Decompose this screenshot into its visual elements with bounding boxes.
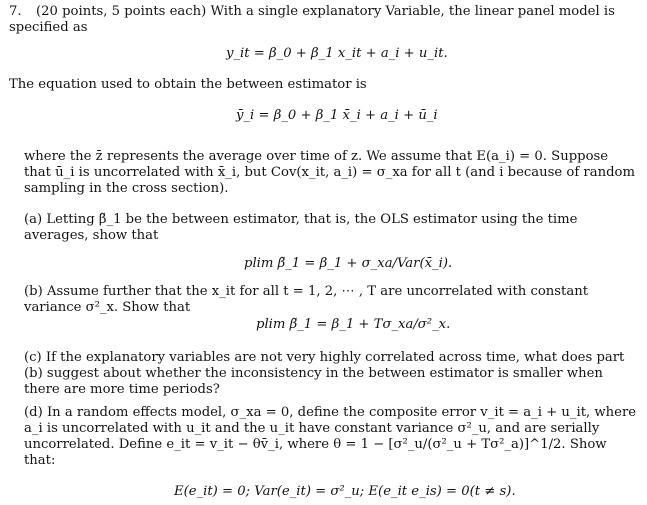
part-a [24,212,638,244]
part-a-equation: plim β̃_1 = β_1 + σ_xa/Var(x̄_i). [244,256,453,271]
problem-intro-text: (20 points, 5 points each) With a single explanatory Variable, the linear panel model is specified as [9,4,615,35]
part-d-label: (d) [24,405,43,420]
between-equation: ȳ_i = β_0 + β_1 x̄_i + a_i + ū_i [236,108,438,123]
part-d-text: In a random effects model, σ_xa = 0, define the composite error v_it = a_i + u_it, where a_i is uncorrelated with u_it and the u_it have constant variance σ²_u, and are serially uncorrelated. Define e_it = v_it − θv̄_i, where θ = 1 − [σ²_u/(σ²_u + Tσ²_a)]^1/2. Show that: [24,405,637,468]
assumptions-paragraph: where the z̄ represents the average over time of z. We assume that E(a_i) = 0. Suppose that ū_i is uncorrelated with x̄_i, but Cov(x_it, a_i) = σ_xa for all t (and i because of random sampling in the cross section). [24,149,635,196]
part-b-label: (b) [24,284,43,299]
part-c-label: (c) [24,350,42,365]
part-a-label: (a) [24,212,43,227]
part-d-equation: E(e_it) = 0; Var(e_it) = σ²_u; E(e_it e_is) = 0(t ≠ s). [174,484,516,499]
part-b-text: Assume further that the x_it for all t = 1, 2, ⋯ , T are uncorrelated with constant variance σ²_x. Show that [24,284,589,315]
model-equation: y_it = β_0 + β_1 x_it + a_i + u_it. [226,46,448,61]
part-c-text: If the explanatory variables are not very highly correlated across time, what does part (b) suggest about whether the inconsistency in the between estimator is smaller when there are more time periods? [24,350,625,397]
problem-number: 7. [9,4,22,19]
part-d [24,405,638,469]
part-a-text: Letting β̃_1 be the between estimator, that is, the OLS estimator using the time averages, show that [24,212,578,243]
part-b [24,284,638,316]
problem-intro [9,4,639,36]
between-intro: The equation used to obtain the between estimator is [9,77,367,92]
part-b-equation: plim β̃_1 = β_1 + Tσ_xa/σ²_x. [256,317,451,332]
part-c [24,350,638,398]
